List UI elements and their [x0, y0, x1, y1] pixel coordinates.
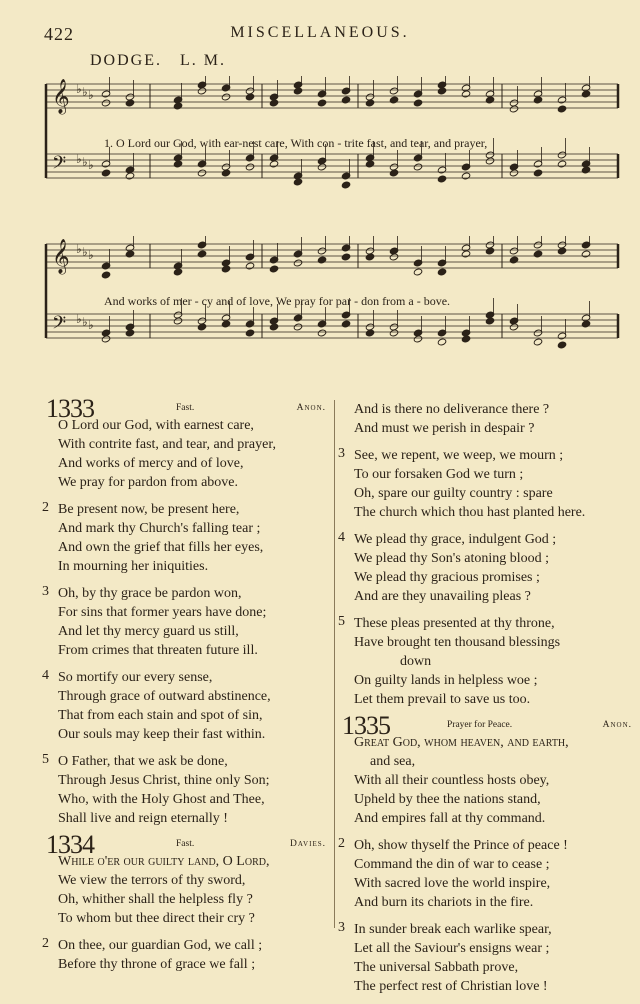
flat-icon: ♭: [82, 245, 88, 259]
note-head: [101, 271, 110, 279]
hymn-title: Prayer for Peace.: [447, 720, 513, 730]
note-head: [365, 160, 374, 168]
note-head: [437, 268, 446, 276]
flat-icon: ♭: [82, 85, 88, 99]
note-head: [389, 169, 398, 177]
verse-line: We plead thy gracious promises ;: [354, 570, 540, 585]
note-head: [101, 335, 110, 343]
verse-line: Our souls may keep their fast within.: [58, 727, 266, 742]
verse-line: And let thy mercy guard us still,: [58, 624, 239, 639]
hymn-1334: [42, 830, 326, 974]
hymn-1334-continued: [338, 400, 632, 709]
note-head: [245, 329, 254, 337]
note-head: [173, 102, 182, 110]
note-head: [317, 256, 326, 264]
stanza-number: 2: [42, 936, 49, 951]
stanza-number: 3: [338, 446, 345, 461]
verse-line: O Lord our God, with earnest care,: [58, 418, 254, 433]
verse-line: Through grace of outward abstinence,: [58, 689, 271, 704]
note-head: [485, 247, 494, 255]
note-head: [533, 96, 542, 104]
verse-line: And must we perish in despair ?: [354, 421, 535, 436]
note-head: [269, 265, 278, 273]
note-head: [293, 178, 302, 186]
verse-line: Oh, by thy grace be pardon won,: [58, 586, 242, 601]
verse-line: And burn its chariots in the fire.: [354, 895, 534, 910]
hymn-title: Fast.: [176, 403, 195, 413]
verse-line: With contrite fast, and tear, and prayer,: [58, 437, 276, 452]
flat-icon: ♭: [88, 248, 94, 262]
flat-icon: ♭: [88, 158, 94, 172]
note-head: [125, 329, 134, 337]
note-head: [197, 323, 206, 331]
tune-title: [90, 52, 226, 70]
stanza: [42, 584, 326, 660]
verse-line: Great God, whom heaven, and earth,: [354, 735, 569, 750]
note-head: [341, 253, 350, 261]
verse-line: We plead thy grace, indulgent God ;: [354, 532, 557, 547]
verse-line: Oh, show thyself the Prince of peace !: [354, 838, 568, 853]
note-head: [221, 320, 230, 328]
right-column: [338, 400, 632, 1004]
hymn-author: Anon.: [296, 403, 326, 413]
stanza-number: 3: [42, 584, 49, 599]
note-head: [413, 268, 422, 276]
note-head: [557, 105, 566, 113]
bass-clef-icon: 𝄢: [52, 313, 67, 338]
note-head: [293, 323, 302, 331]
note-head: [413, 99, 422, 107]
note-head: [317, 99, 326, 107]
note-head: [125, 250, 134, 258]
verse-line: In sunder break each warlike spear,: [354, 922, 552, 937]
verse-line: On thee, our guardian God, we call ;: [58, 938, 263, 953]
note-head: [101, 169, 110, 177]
hymn-number: 1335: [342, 711, 390, 740]
hymn-number: 1334: [46, 830, 94, 859]
stanza-number: 5: [42, 752, 49, 767]
hymn-meta: [46, 830, 326, 859]
note-head: [413, 163, 422, 171]
verse-line: Have brought ten thousand blessings: [354, 635, 561, 650]
note-head: [581, 250, 590, 258]
hymn-meta: [342, 711, 632, 740]
verse-line: With sacred love the world inspire,: [354, 876, 551, 891]
stanza-number: 3: [338, 920, 345, 935]
note-head: [293, 87, 302, 95]
verse-line: Before thy throne of grace we fall ;: [58, 957, 256, 972]
verse-line: The universal Sabbath prove,: [354, 960, 519, 975]
tune-meter: L. M.: [180, 52, 226, 69]
stanza: [342, 400, 632, 438]
note-head: [389, 96, 398, 104]
note-head: [173, 317, 182, 325]
verse-line: On guilty lands in helpless woe ;: [354, 673, 538, 688]
verse-line: Be present now, be present here,: [58, 502, 240, 517]
verse-line: See, we repent, we weep, we mourn ;: [354, 448, 564, 463]
flat-icon: ♭: [76, 82, 82, 96]
note-head: [461, 90, 470, 98]
page-header: [0, 14, 640, 44]
verse-line: And is there no deliverance there ?: [354, 402, 550, 417]
note-head: [317, 329, 326, 337]
left-column: [42, 394, 326, 982]
note-head: [125, 99, 134, 107]
stanza: [338, 530, 632, 606]
stanza: [338, 836, 632, 912]
verse-line: Through Jesus Christ, thine only Son;: [58, 773, 270, 788]
note-head: [533, 169, 542, 177]
page-heading: MISCELLANEOUS.: [230, 24, 410, 41]
verse-line: We pray for pardon from above.: [58, 475, 239, 490]
verse-line: Oh, spare our guilty country : spare: [354, 486, 553, 501]
verse-line: And works of mercy and of love,: [58, 456, 244, 471]
flat-icon: ♭: [76, 312, 82, 326]
note-head: [581, 90, 590, 98]
note-head: [437, 338, 446, 346]
stanza: [46, 852, 326, 928]
note-head: [317, 163, 326, 171]
verse-line: And mark thy Church's falling tear ;: [58, 521, 261, 536]
verse-line: With all their countless hosts obey,: [354, 773, 550, 788]
note-head: [269, 99, 278, 107]
verse-line: The church which thou hast planted here.: [354, 505, 586, 520]
note-head: [509, 323, 518, 331]
note-head: [437, 175, 446, 183]
hymn-meta: [46, 394, 326, 423]
note-head: [509, 105, 518, 113]
stanza-number: 5: [338, 614, 345, 629]
note-head: [341, 320, 350, 328]
note-head: [533, 250, 542, 258]
hymn-title: Fast.: [176, 839, 195, 849]
verse-line: To whom but thee direct their cry ?: [58, 911, 255, 926]
hymn-number: 1333: [46, 394, 94, 423]
verse-line: O Father, that we ask be done,: [58, 754, 228, 769]
verse-line: down: [400, 654, 432, 669]
stanza: [42, 500, 326, 576]
note-head: [365, 253, 374, 261]
note-head: [485, 317, 494, 325]
verse-line: Who, with the Holy Ghost and Thee,: [58, 792, 265, 807]
verse-line: These pleas presented at thy throne,: [354, 616, 555, 631]
note-head: [365, 329, 374, 337]
verse-line: In mourning her iniquities.: [58, 559, 209, 574]
stanza: [42, 752, 326, 828]
note-head: [461, 172, 470, 180]
hymn-author: Anon.: [602, 720, 632, 730]
hymn-1333: [42, 394, 326, 828]
flat-icon: ♭: [88, 318, 94, 332]
verse-line: The perfect rest of Christian love !: [354, 979, 548, 994]
verse-line: Oh, whither shall the helpless fly ?: [58, 892, 253, 907]
note-head: [269, 160, 278, 168]
verse-line: Shall live and reign eternally !: [58, 811, 228, 826]
verse-line: We plead thy Son's atoning blood ;: [354, 551, 550, 566]
note-head: [245, 163, 254, 171]
note-head: [557, 160, 566, 168]
verse-line: Let all the Saviour's ensigns wear ;: [354, 941, 550, 956]
flat-icon: ♭: [82, 315, 88, 329]
note-head: [197, 87, 206, 95]
note-head: [389, 329, 398, 337]
note-head: [581, 166, 590, 174]
lyric-line-1: 1. O Lord our God, with ear-nest care, With con - trite fast, and tear, and prayer,: [104, 136, 488, 150]
verse-line: Let them prevail to save us too.: [354, 692, 531, 707]
verse-line: We view the terrors of thy sword,: [58, 873, 246, 888]
note-head: [221, 169, 230, 177]
verse-line: Command the din of war to cease ;: [354, 857, 550, 872]
stanza-number: 2: [338, 836, 345, 851]
treble-clef-icon: 𝄞: [52, 239, 70, 274]
stanza-number: 2: [42, 500, 49, 515]
verse-line: And are they unavailing pleas ?: [354, 589, 531, 604]
note-head: [485, 96, 494, 104]
note-head: [461, 250, 470, 258]
verse-line: To our forsaken God we turn ;: [354, 467, 524, 482]
note-head: [101, 99, 110, 107]
flat-icon: ♭: [88, 88, 94, 102]
page-number: 422: [44, 24, 74, 44]
verse-line: and sea,: [370, 754, 416, 769]
flat-icon: ♭: [76, 242, 82, 256]
stanza: [338, 446, 632, 522]
verse-line: That from each stain and spot of sin,: [58, 708, 263, 723]
note-head: [509, 256, 518, 264]
note-head: [413, 335, 422, 343]
verse-line: While o'er our guilty land, O Lord,: [58, 854, 270, 869]
note-head: [365, 99, 374, 107]
note-head: [485, 157, 494, 165]
note-head: [581, 320, 590, 328]
stanza: [42, 668, 326, 744]
note-head: [173, 268, 182, 276]
note-head: [341, 96, 350, 104]
stanza-number: 4: [338, 530, 345, 545]
verse-line: For sins that former years have done;: [58, 605, 267, 620]
note-head: [557, 341, 566, 349]
note-head: [509, 169, 518, 177]
bass-clef-icon: 𝄢: [52, 153, 67, 178]
note-head: [461, 335, 470, 343]
lyric-line-2: And works of mer - cy and of love, We pray for par - don from a - bove.: [104, 294, 451, 308]
note-head: [245, 93, 254, 101]
note-head: [389, 253, 398, 261]
flat-icon: ♭: [82, 155, 88, 169]
stanza: [338, 920, 632, 996]
note-head: [197, 169, 206, 177]
note-head: [341, 181, 350, 189]
verse-line: And empires fall at thy command.: [354, 811, 546, 826]
stanza-number: 4: [42, 668, 49, 683]
note-head: [125, 172, 134, 180]
note-head: [173, 160, 182, 168]
note-head: [557, 247, 566, 255]
note-head: [533, 338, 542, 346]
hymn-author: Davies.: [290, 839, 326, 849]
note-head: [437, 87, 446, 95]
hymn-1335: [338, 711, 632, 996]
column-divider: [334, 400, 335, 928]
verse-line: From crimes that threaten future ill.: [58, 643, 258, 658]
note-head: [221, 93, 230, 101]
stanza: [42, 936, 326, 974]
verse-line: So mortify our every sense,: [58, 670, 213, 685]
stanza: [342, 733, 632, 828]
note-head: [245, 262, 254, 270]
tune-name: DODGE.: [90, 52, 162, 69]
stanza: [338, 614, 632, 709]
stanza: [46, 416, 326, 492]
verse-line: And own the grief that fills her eyes,: [58, 540, 264, 555]
flat-icon: ♭: [76, 152, 82, 166]
note-head: [269, 323, 278, 331]
note-head: [221, 265, 230, 273]
treble-clef-icon: 𝄞: [52, 79, 70, 114]
note-head: [293, 259, 302, 267]
verse-line: Upheld by thee the nations stand,: [354, 792, 541, 807]
note-head: [197, 250, 206, 258]
